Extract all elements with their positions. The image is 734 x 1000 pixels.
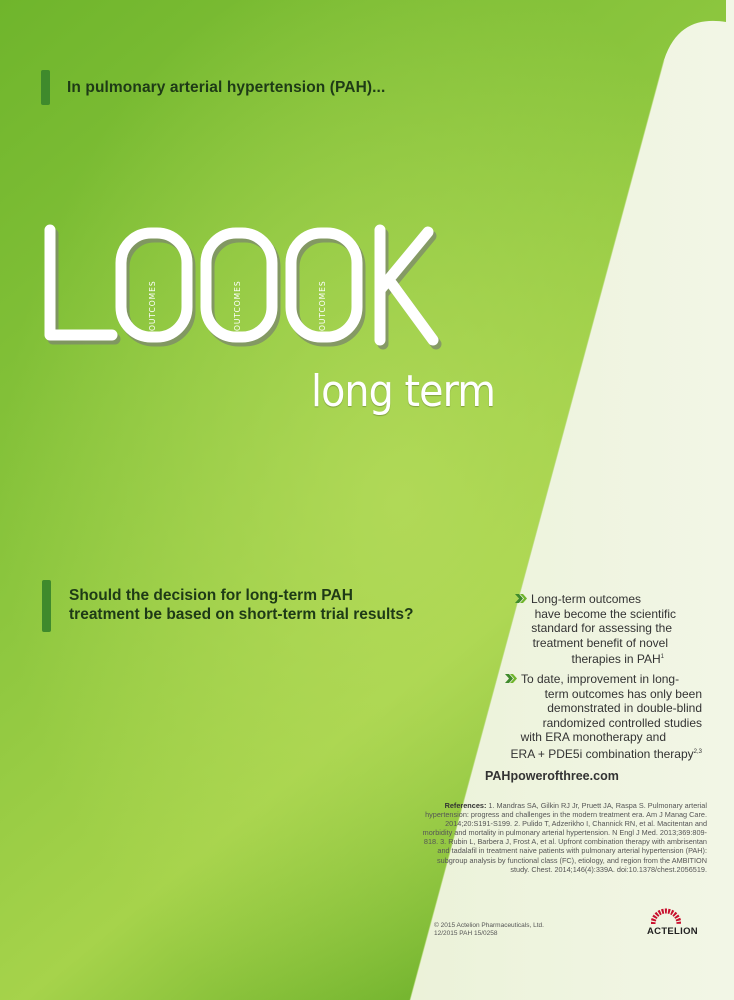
o3-outcomes-label: OUTCOMES [318,280,327,331]
bullet-2-line-3: demonstrated in double-blind [547,701,702,716]
question [69,586,414,624]
bullet-1-line-4: treatment benefit of novel [532,635,668,650]
references [418,801,707,874]
references-label: References: [444,801,487,810]
question-line-2: treatment be based on short-term trial results? [69,606,414,623]
bullet-1-footnote: 1 [660,654,664,661]
question-tab [42,580,51,632]
bullet-1-line-2: have become the scientific [534,606,676,621]
intro-headline: In pulmonary arterial hypertension (PAH)... [67,79,386,96]
bullet-2-line-5: with ERA monotherapy and [520,730,666,745]
bullet-1-line-3: standard for assessing the [531,621,672,636]
copyright [434,922,544,938]
bullet-2-footnote: 2,3 [693,748,702,755]
chevron-bullet-icon [514,593,528,604]
question-line-1: Should the decision for long-term PAH [69,587,353,604]
references-text: 1. Mandras SA, Gilkin RJ Jr, Pruett JA, Raspa S. Pulmonary arterial hypertension: progress and challenges in the modern treatment era. Am J Manag Care. 2014;20:S191-S199. 2. Pulido T, Adzerikho I, Channick RN, et al. Macitentan and morbidity and mortality in pulmonary arterial hypertension. N Engl J Med. 2013;369:809-818. 3. Rubin L, Barbera J, Frost A, et al. Upfront combination therapy with ambrisentan and tadalafil in treatment naive patients with pulmonary arterial hypertension (PAH): subgroup analysis by functional class (FC), etiology, and region from the AMBITION study. Chest. 2014;146(4):339A. doi:10.1378/chest.2056519. [422,801,707,874]
website-link[interactable]: PAHpowerofthree.com [485,769,619,783]
logo-wordmark: ACTELION [647,926,698,937]
bullet-1 [470,592,702,667]
o1-outcomes-label: OUTCOMES [148,280,157,331]
actelion-logo [647,904,709,940]
letter-l [50,230,112,335]
bullet-1-line-5: therapies in PAH$^1$ [571,652,664,667]
bullet-2-line-6: ERA + PDE5i combination therapy$^{2,3}$ [510,746,702,761]
bullet-2-line-2: term outcomes has only been [544,686,702,701]
copyright-line-2: 12/2015 PAH 15/0258 [434,930,498,937]
bullet-1-line-1: Long-term outcomes [531,592,642,606]
bullet-2-line-4: randomized controlled studies [542,715,702,730]
look-logotype [0,0,734,420]
actelion-arc-icon [651,904,681,926]
copyright-line-1: © 2015 Actelion Pharmaceuticals, Ltd. [434,922,544,929]
tagline: long term [311,366,496,417]
o2-outcomes-label: OUTCOMES [233,280,242,331]
bullet-2-line-1: To date, improvement in long- [521,672,680,686]
bullet-2 [460,672,702,762]
chevron-bullet-icon [504,673,518,684]
